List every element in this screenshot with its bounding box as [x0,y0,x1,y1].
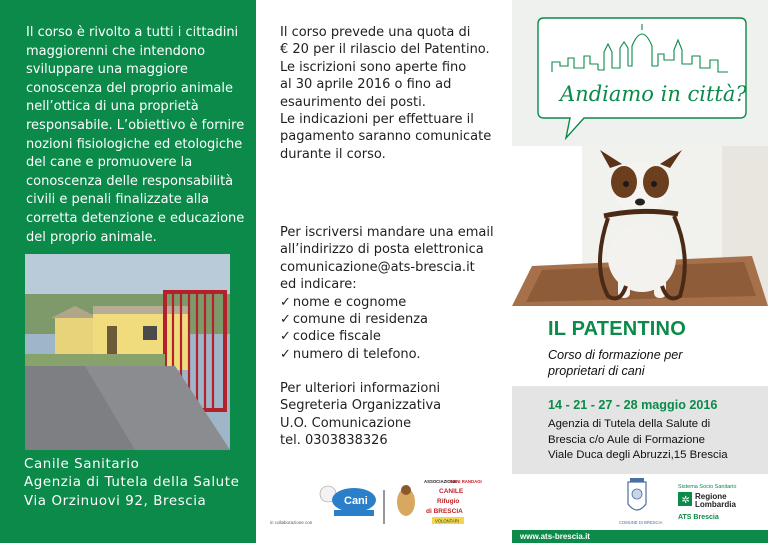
panel-middle [256,0,512,543]
intro-line: nozioni fisiologiche ed etologiche [26,136,243,152]
bubble-text: Andiamo in città? [560,82,747,106]
speech-bubble [512,0,768,146]
dog-photo [512,146,768,306]
assoc-cani-randagi: CANI RANDAGI [450,479,482,484]
assoc-line: di BRESCIA [426,508,463,515]
intro-line: Il corso è rivolto a tutti i cittadini [26,25,239,40]
intro-line: maggiorenni che intendono [26,43,206,59]
association-logo [397,479,482,524]
checklist-item: ✓ comune di residenza [280,311,494,328]
fee-paragraph [280,24,491,163]
subtitle-line: Corso di formazione per [548,348,683,362]
venue-line: Viale Duca degli Abruzzi,15 Brescia [548,449,728,462]
venue-line: Brescia c/o Aule di Formazione [548,433,706,446]
subtitle-line: proprietari di cani [548,364,645,378]
checklist-item: ✓ codice fiscale [280,328,494,345]
svg-text:✲: ✲ [681,495,690,506]
kennel-address [24,456,249,511]
brochure-subtitle [548,347,748,379]
register-line: ed indicare: [280,277,357,293]
comune-crest-icon [628,478,646,510]
dog-photo-illustration [512,146,768,306]
kennel-photo-illustration [25,254,230,450]
fee-line: € 20 per il rilascio del Patentino. [280,42,490,58]
intro-line: del proprio animale. [26,229,157,245]
footer-logos [512,474,768,530]
register-line: Per iscriversi mandare una email [280,225,494,240]
intro-line: conoscenza del proprio animale [26,80,233,96]
register-line: all’indirizzo di posta elettronica [280,242,484,258]
info-line: Per ulteriori informazioni [280,381,441,396]
cani-logo [320,486,376,516]
fee-line: durante il corso. [280,146,386,162]
collab-text: in collaborazione con [270,520,313,525]
footer-logos-graphic [512,474,768,530]
fee-line: Le indicazioni per effettuare il [280,112,474,128]
fee-line: Il corso prevede una quota di [280,25,471,40]
fee-line: esaurimento dei posti. [280,94,426,110]
comune-label: COMUNE DI BRESCIA [619,520,663,525]
ats-label: ATS Brescia [678,514,719,521]
fee-line: pagamento saranno comunicate [280,129,492,145]
info-paragraph [280,380,441,450]
address-line: Agenzia di Tutela della Salute [24,475,240,491]
intro-line: civili e penali finalizzate alla [26,192,209,208]
assoc-line: Rifugio [437,498,460,505]
website-link[interactable]: www.ats-brescia.it [520,532,590,541]
brochure-title: IL PATENTINO [548,318,686,340]
kennel-photo [25,254,230,450]
intro-paragraph [26,24,248,247]
checklist-item: ✓ numero di telefono. [280,346,494,363]
region-name-line2: Lombardia [695,500,736,509]
info-line: U.O. Comunicazione [280,415,412,431]
intro-line: corretta detenzione e educazione [26,210,245,226]
panel-left [0,0,256,543]
intro-line: del cane e promuovere la [26,155,193,171]
course-dates: 14 - 21 - 27 - 28 maggio 2016 [548,398,718,412]
address-line: Canile Sanitario [24,457,140,472]
partner-logos-graphic [266,472,506,532]
intro-line: nell’ottica di una proprietà [26,99,199,115]
assoc-line: ASSOCIAZIONE [424,479,457,484]
registration-paragraph [280,224,494,363]
course-venue [548,417,762,464]
assoc-line: VOLONTARI [435,518,459,524]
phone-number[interactable]: tel. 0303838326 [280,433,388,449]
system-label: Sistema Socio Sanitario [678,484,737,490]
fee-line: al 30 aprile 2016 o fino ad [280,77,452,93]
email-address[interactable]: comunicazione@ats-brescia.it [280,259,475,275]
panel-cover [512,0,768,543]
speech-bubble-area [512,0,768,146]
fee-line: Le iscrizioni sono aperte fino [280,59,467,75]
intro-line: conoscenza delle responsabilità [26,173,234,189]
region-name-line1: Regione [695,492,727,501]
info-line: Segreteria Organizzativa [280,398,442,414]
address-line: Via Orzinuovi 92, Brescia [24,493,207,509]
venue-line: Agenzia di Tutela della Salute di [548,418,711,430]
assoc-line: CANILE [439,488,464,495]
partner-logos [266,472,506,532]
intro-line: sviluppare una maggiore [26,62,188,78]
cani-logo-text: Cani [344,495,368,507]
checklist-item: ✓ nome e cognome [280,294,494,311]
intro-line: responsabile. L’obiettivo è fornire [26,117,245,133]
